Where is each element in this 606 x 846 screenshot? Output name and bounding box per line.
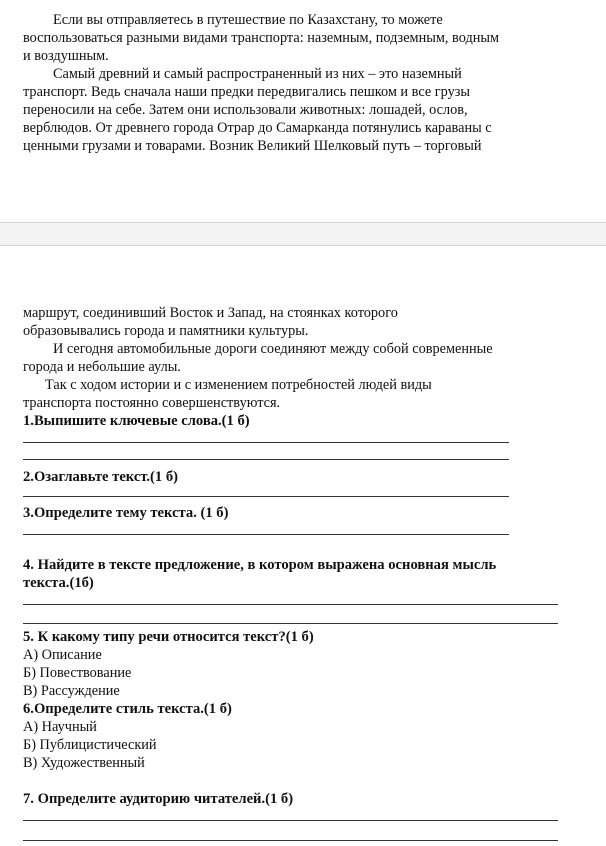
question-7: 7. Определите аудиторию читателей.(1 б) [23, 791, 294, 807]
text-line: и воздушным. [23, 48, 109, 64]
option-c[interactable]: В) Рассуждение [23, 683, 120, 699]
text-line: маршрут, соединивший Восток и Запад, на стоянках которого [23, 305, 398, 321]
question-1: 1.Выпишите ключевые слова.(1 б) [23, 413, 250, 429]
question-5: 5. К какому типу речи относится текст?(1 б) [23, 629, 314, 645]
text-line: транспорта постоянно совершенствуются. [23, 395, 281, 411]
answer-line[interactable] [23, 820, 558, 821]
answer-line[interactable] [23, 459, 509, 460]
text-line: ценными грузами и товарами. Возник Великий Шелковый путь – торговый [23, 138, 482, 154]
question-6: 6.Определите стиль текста.(1 б) [23, 701, 232, 717]
text-line: воспользоваться разными видами транспорта: наземным, подземным, водным [23, 30, 500, 46]
text-line: Так с ходом истории и с изменением потребностей людей виды [45, 377, 432, 393]
text-line: переносили на себе. Затем они использовали животных: лошадей, ослов, [23, 102, 468, 118]
page-fragment-top [0, 0, 606, 222]
text-line: Если вы отправляетесь в путешествие по Казахстану, то можете [53, 12, 443, 28]
text-line: города и небольшие аулы. [23, 359, 181, 375]
page-fragment-bottom [0, 244, 606, 846]
answer-line[interactable] [23, 534, 509, 535]
answer-line[interactable] [23, 442, 509, 443]
text-line: верблюдов. От древнего города Отрар до Самарканда потянулись караваны с [23, 120, 492, 136]
question-2: 2.Озаглавьте текст.(1 б) [23, 469, 179, 485]
answer-line[interactable] [23, 623, 558, 624]
answer-line[interactable] [23, 496, 509, 497]
text-line: транспорт. Ведь сначала наши предки передвигались пешком и все грузы [23, 84, 470, 100]
page-break-separator [0, 222, 606, 246]
text-line: образовывались города и памятники культуры. [23, 323, 309, 339]
question-3: 3.Определите тему текста. (1 б) [23, 505, 229, 521]
option-a[interactable]: А) Описание [23, 647, 102, 663]
question-4-cont: текста.(1б) [23, 575, 94, 591]
answer-line[interactable] [23, 840, 558, 841]
text-line: И сегодня автомобильные дороги соединяют между собой современные [53, 341, 493, 357]
option-a[interactable]: А) Научный [23, 719, 97, 735]
answer-line[interactable] [23, 604, 558, 605]
option-c[interactable]: В) Художественный [23, 755, 145, 771]
text-line: Самый древний и самый распространенный из них – это наземный [53, 66, 462, 82]
option-b[interactable]: Б) Публицистический [23, 737, 157, 753]
question-4: 4. Найдите в тексте предложение, в котором выражена основная мысль [23, 557, 497, 573]
option-b[interactable]: Б) Повествование [23, 665, 132, 681]
